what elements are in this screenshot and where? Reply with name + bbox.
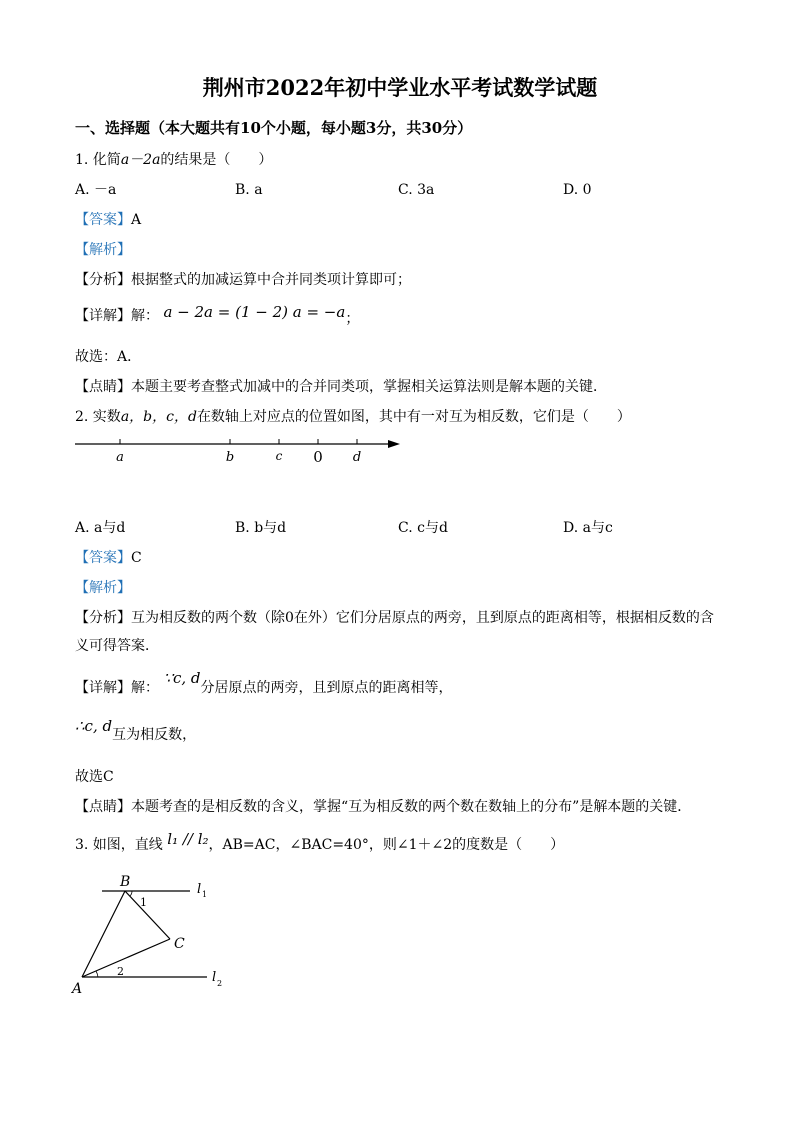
q2-answer (75, 548, 142, 568)
dianjing-tag: 【点睛】 (75, 379, 131, 395)
q2-therefore (75, 717, 197, 745)
q2-xiangjie (75, 669, 453, 698)
label-l2-sub: 2 (217, 979, 223, 988)
label-c: C (174, 936, 185, 952)
angle-2-arc (96, 971, 98, 977)
q2-fenxi-line2: 义可得答案． (75, 638, 159, 654)
q1-analysis-tag: 【解析】 (75, 242, 131, 258)
angle-1-arc (130, 891, 132, 896)
therefore-post: 互为相反数， (112, 727, 197, 743)
q2-option-d: D. a与c (563, 520, 613, 536)
xiangjie-post: 分居原点的两旁，且到原点的距离相等， (200, 680, 453, 696)
q1-guxuan: 故选：A． (75, 349, 142, 365)
xiangjie-tag: 【详解】 (75, 308, 131, 324)
q2-fenxi-line1 (75, 608, 714, 628)
fenxi-text: 根据整式的加减运算中合并同类项计算即可； (131, 272, 411, 288)
q1-stem-post: 的结果是（ ） (160, 152, 273, 168)
section-heading: 一、选择题（本大题共有10个小题，每小题3分，共30分） (75, 119, 473, 137)
q1-option-d: D. 0 (563, 182, 592, 198)
answer-tag: 【答案】 (75, 550, 131, 566)
xiangjie-pre: 解： (131, 680, 159, 696)
label-angle-1: 1 (140, 896, 147, 909)
q1-stem-expr: a－2a (120, 152, 161, 168)
q1-fenxi (75, 270, 411, 290)
q1-option-b: B. a (235, 182, 263, 198)
page-title: 荆州市2022年初中学业水平考试数学试题 (202, 75, 598, 100)
label-a: A (72, 981, 83, 997)
label-a: a (116, 450, 124, 465)
because-math: ∵c, d (163, 669, 201, 687)
label-b: b (225, 450, 235, 465)
q2-option-c: C. c与d (398, 520, 448, 536)
segment-bc (125, 891, 170, 939)
segment-ac (82, 939, 170, 977)
label-d: d (352, 450, 362, 465)
xiangjie-math: a − 2a = (1 − 2) a = −a (163, 303, 346, 321)
q1-dianjing (75, 377, 607, 397)
q2-stem (75, 407, 631, 427)
answer-value: A (131, 212, 142, 228)
dianjing-tag: 【点睛】 (75, 799, 131, 815)
q1-option-a: A. －a (75, 182, 117, 198)
number-line-arrow (388, 440, 400, 448)
q2-stem-pre: 2. 实数 (75, 409, 121, 425)
q3-geometry-figure (60, 865, 240, 1005)
label-l1: l (197, 882, 202, 897)
q1-option-c: C. 3a (398, 182, 435, 198)
label-b: B (120, 874, 131, 890)
q1-stem (75, 150, 272, 170)
dianjing-text: 本题考查的是相反数的含义，掌握“互为相反数的两个数在数轴上的分布”是解本题的关键． (131, 799, 692, 815)
q3-stem (75, 830, 565, 855)
q3-stem-post: ，AB=AC，∠BAC=40°，则∠1＋∠2的度数是（ ） (208, 837, 565, 853)
q2-stem-post: 在数轴上对应点的位置如图，其中有一对互为相反数，它们是（ ） (196, 409, 631, 425)
fenxi-tag: 【分析】 (75, 272, 131, 288)
q2-dianjing (75, 797, 691, 817)
fenxi-tag: 【分析】 (75, 610, 131, 626)
number-line-figure (70, 430, 410, 470)
q1-xiangjie (75, 305, 359, 326)
answer-tag: 【答案】 (75, 212, 131, 228)
therefore-math: ∴c, d (75, 717, 113, 735)
q2-stem-vars: a，b，c，d (120, 409, 197, 425)
dianjing-text: 本题主要考查整式加减中的合并同类项，掌握相关运算法则是解本题的关键． (131, 379, 607, 395)
label-angle-2: 2 (117, 965, 124, 978)
xiangjie-post: ； (345, 311, 360, 327)
xiangjie-tag: 【详解】 (75, 680, 131, 696)
q2-option-a: A. a与d (75, 520, 126, 536)
q2-option-b: B. b与d (235, 520, 287, 536)
label-l2: l (212, 970, 217, 985)
label-l1-sub: 1 (202, 890, 208, 899)
q3-stem-lines: l₁ // l₂ (167, 830, 209, 848)
q2-guxuan: 故选C (75, 769, 114, 785)
answer-value: C (131, 550, 142, 566)
xiangjie-pre: 解： (131, 308, 159, 324)
fenxi-text: 互为相反数的两个数（除0在外）它们分居原点的两旁，且到原点的距离相等，根据相反数的含 (131, 610, 714, 626)
q1-answer (75, 210, 141, 230)
q3-stem-pre: 3. 如图，直线 (75, 837, 163, 853)
label-c: c (275, 449, 283, 463)
q2-analysis-tag: 【解析】 (75, 580, 131, 596)
q1-stem-pre: 1. 化简 (75, 152, 121, 168)
label-0: 0 (313, 448, 323, 466)
